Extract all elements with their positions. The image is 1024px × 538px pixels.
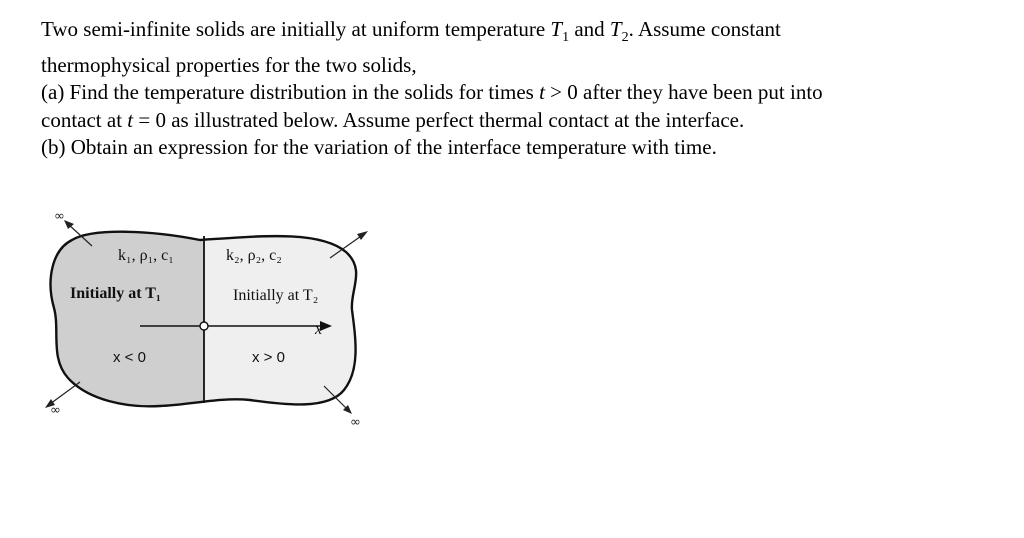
infinity-label-bottom-left: ∞ [50, 403, 61, 418]
problem-line-3-text-b: > 0 after they have been put into [544, 80, 823, 105]
problem-line-3 [41, 79, 981, 107]
problem-line-5: (b) Obtain an expression for the variation of the interface temperature with time. [41, 135, 717, 160]
symbol-T1: T [550, 17, 563, 41]
symbol-T2: T [609, 17, 622, 41]
semi-infinite-solids-diagram [30, 200, 390, 440]
symbol-t: t [539, 80, 545, 105]
problem-line-1-text-b: and [569, 17, 610, 41]
contact-figure [30, 200, 390, 440]
problem-line-3-text-a: (a) Find the temperature distribution in the solids for times [41, 80, 540, 105]
x-axis-label: x [315, 321, 323, 338]
infinity-label-top-left: ∞ [54, 209, 65, 224]
symbol-T1-subscript: 1 [562, 30, 570, 46]
symbol-t-2: t [127, 107, 134, 132]
symbol-T2-subscript: 2 [621, 30, 629, 46]
right-region-label: x > 0 [252, 349, 285, 366]
left-solid-properties: k₁, ρ₁, c₁ [118, 247, 174, 264]
problem-statement [41, 16, 981, 162]
left-solid-initial-temp: Initially at T₁ [70, 285, 161, 302]
origin-marker [200, 322, 208, 330]
problem-line-1 [41, 16, 981, 52]
infinity-label-bottom-right: ∞ [350, 415, 361, 430]
right-solid-properties: k₂, ρ₂, c₂ [226, 247, 282, 264]
right-solid-initial-temp: Initially at T₂ [233, 287, 319, 304]
left-region-label: x < 0 [113, 349, 146, 366]
problem-line-4-text-a: contact at [41, 107, 128, 132]
problem-line-1-text-a: Two semi-infinite solids are initially at uniform temperature [41, 17, 551, 41]
problem-line-4-text-b: = 0 as illustrated below. Assume perfect thermal contact at the interface. [133, 107, 745, 132]
problem-line-1-text-c: . Assume constant [628, 17, 781, 41]
problem-line-4 [41, 107, 981, 135]
problem-line-2: thermophysical properties for the two solids, [41, 52, 417, 77]
